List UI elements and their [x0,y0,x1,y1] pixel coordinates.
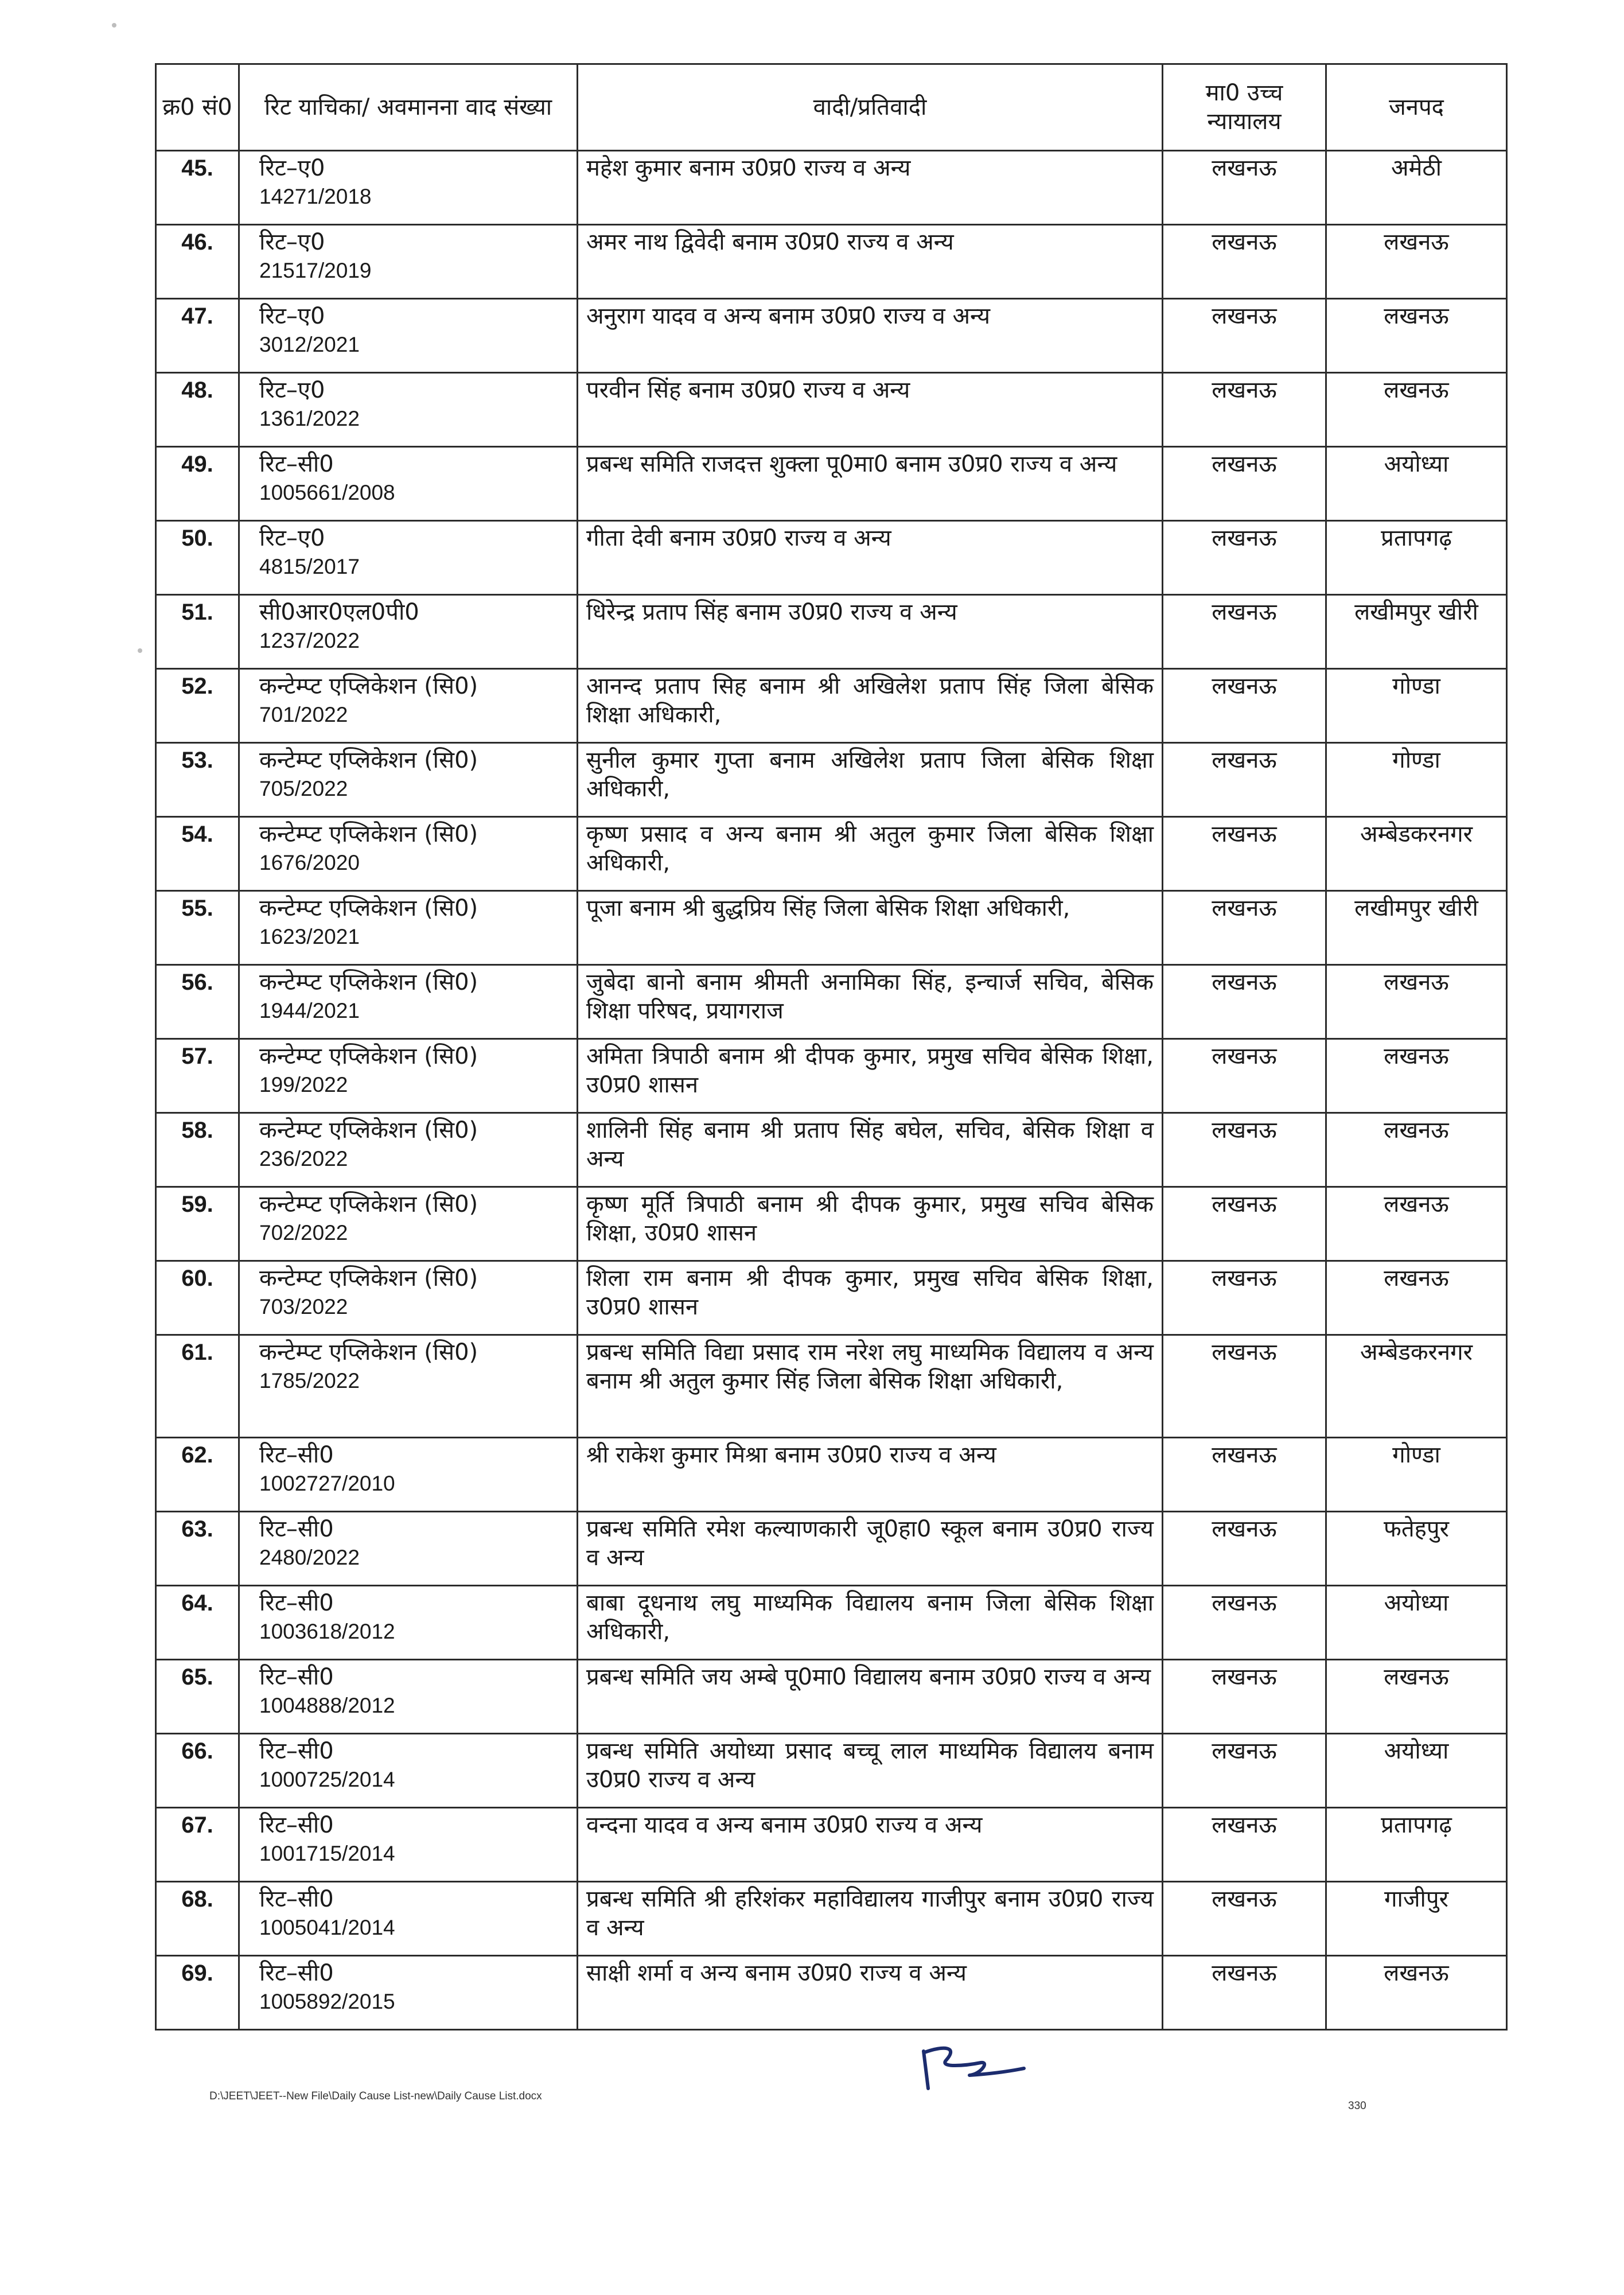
cell-serial-number: 64. [156,1586,239,1660]
cell-district: प्रतापगढ़ [1326,1808,1507,1882]
case-year-number: 1000725/2014 [259,1768,395,1791]
cell-parties: प्रबन्ध समिति विद्या प्रसाद राम नरेश लघु माध्यमिक विद्यालय व अन्य बनाम श्री अतुल कुमार सिंह जिला बेसिक शिक्षा अधिकारी, [578,1335,1163,1438]
cell-parties: अमर नाथ द्विवेदी बनाम उ0प्र0 राज्य व अन्य [578,225,1163,299]
cell-court: लखनऊ [1163,595,1326,669]
case-type: रिट–सी0 [259,1442,334,1468]
cell-serial-number: 68. [156,1882,239,1956]
case-year-number: 1005892/2015 [259,1990,395,2013]
cell-district: प्रतापगढ़ [1326,521,1507,595]
cell-parties: प्रबन्ध समिति अयोध्या प्रसाद बच्चू लाल माध्यमिक विद्यालय बनाम उ0प्र0 राज्य व अन्य [578,1734,1163,1808]
cell-parties: बाबा दूधनाथ लघु माध्यमिक विद्यालय बनाम जिला बेसिक शिक्षा अधिकारी, [578,1586,1163,1660]
cell-case-number [239,1586,578,1660]
cell-court: लखनऊ [1163,1586,1326,1660]
cell-district: लखनऊ [1326,965,1507,1039]
cell-case-number [239,1039,578,1113]
cell-court: लखनऊ [1163,965,1326,1039]
cell-district: लखनऊ [1326,1956,1507,2030]
case-type: कन्टेम्प्ट एप्लिकेशन (सि0) [259,969,478,995]
table-row [156,1660,1507,1734]
case-type: रिट–सी0 [259,1886,334,1912]
cell-case-number [239,225,578,299]
cell-parties: शालिनी सिंह बनाम श्री प्रताप सिंह बघेल, सचिव, बेसिक शिक्षा व अन्य [578,1113,1163,1187]
cell-parties: प्रबन्ध समिति राजदत्त शुक्ला पू0मा0 बनाम उ0प्र0 राज्य व अन्य [578,447,1163,521]
cell-parties: धिरेन्द्र प्रताप सिंह बनाम उ0प्र0 राज्य व अन्य [578,595,1163,669]
cell-district: लखनऊ [1326,299,1507,373]
table-row [156,743,1507,817]
case-year-number: 1785/2022 [259,1369,360,1392]
cell-serial-number: 49. [156,447,239,521]
case-type: कन्टेम्प्ट एप्लिकेशन (सि0) [259,1191,478,1217]
cell-serial-number: 58. [156,1113,239,1187]
case-type: कन्टेम्प्ट एप्लिकेशन (सि0) [259,747,478,773]
header-district: जनपद [1326,64,1507,151]
cell-district: लखीमपुर खीरी [1326,595,1507,669]
table-header-row [156,64,1507,151]
cell-district: लखनऊ [1326,1113,1507,1187]
cell-court: लखनऊ [1163,1512,1326,1586]
table-row [156,1438,1507,1512]
cell-district: अम्बेडकरनगर [1326,1335,1507,1438]
case-type: कन्टेम्प्ट एप्लिकेशन (सि0) [259,1339,478,1366]
cell-case-number [239,595,578,669]
cell-parties: जुबेदा बानो बनाम श्रीमती अनामिका सिंह, इन्चार्ज सचिव, बेसिक शिक्षा परिषद, प्रयागराज [578,965,1163,1039]
header-serial: क्र0 सं0 [156,64,239,151]
table-row [156,1335,1507,1438]
case-year-number: 4815/2017 [259,555,360,578]
cell-court: लखनऊ [1163,447,1326,521]
case-type: रिट–ए0 [259,229,325,255]
cell-case-number [239,299,578,373]
case-type: रिट–सी0 [259,1590,334,1616]
cell-case-number [239,1187,578,1261]
table-row [156,373,1507,447]
cell-case-number [239,1882,578,1956]
cell-parties: अमिता त्रिपाठी बनाम श्री दीपक कुमार, प्रमुख सचिव बेसिक शिक्षा, उ0प्र0 शासन [578,1039,1163,1113]
cell-serial-number: 67. [156,1808,239,1882]
case-year-number: 1623/2021 [259,925,360,948]
cell-case-number [239,1113,578,1187]
table-row [156,1808,1507,1882]
cell-serial-number: 65. [156,1660,239,1734]
cell-serial-number: 52. [156,669,239,743]
cell-court: लखनऊ [1163,1039,1326,1113]
cell-district: अयोध्या [1326,1734,1507,1808]
cell-serial-number: 50. [156,521,239,595]
page-number: 330 [1348,2100,1366,2112]
cell-court: लखनऊ [1163,1956,1326,2030]
cell-court: लखनऊ [1163,669,1326,743]
cell-district: लखनऊ [1326,1187,1507,1261]
cell-serial-number: 57. [156,1039,239,1113]
cell-parties: गीता देवी बनाम उ0प्र0 राज्य व अन्य [578,521,1163,595]
case-year-number: 1002727/2010 [259,1472,395,1495]
cell-case-number [239,1956,578,2030]
cell-case-number [239,373,578,447]
cell-case-number [239,1512,578,1586]
cell-court: लखनऊ [1163,1187,1326,1261]
cell-case-number [239,817,578,891]
cell-parties: कृष्ण प्रसाद व अन्य बनाम श्री अतुल कुमार जिला बेसिक शिक्षा अधिकारी, [578,817,1163,891]
case-type: रिट–सी0 [259,1812,334,1838]
case-type: रिट–सी0 [259,1516,334,1542]
table-row [156,447,1507,521]
cell-serial-number: 59. [156,1187,239,1261]
table-row [156,151,1507,225]
cell-case-number [239,1808,578,1882]
cell-district: अम्बेडकरनगर [1326,817,1507,891]
cell-court: लखनऊ [1163,1438,1326,1512]
table-row [156,817,1507,891]
cell-district: गोण्डा [1326,1438,1507,1512]
cell-parties: प्रबन्ध समिति रमेश कल्याणकारी जू0हा0 स्कूल बनाम उ0प्र0 राज्य व अन्य [578,1512,1163,1586]
cell-court: लखनऊ [1163,521,1326,595]
cell-court: लखनऊ [1163,373,1326,447]
table-row [156,891,1507,965]
cell-district: लखनऊ [1326,225,1507,299]
cell-serial-number: 55. [156,891,239,965]
cell-case-number [239,1660,578,1734]
cell-district: गोण्डा [1326,669,1507,743]
cell-parties: प्रबन्ध समिति जय अम्बे पू0मा0 विद्यालय बनाम उ0प्र0 राज्य व अन्य [578,1660,1163,1734]
cell-serial-number: 46. [156,225,239,299]
cell-parties: महेश कुमार बनाम उ0प्र0 राज्य व अन्य [578,151,1163,225]
case-year-number: 1005041/2014 [259,1916,395,1939]
cell-court: लखनऊ [1163,1261,1326,1335]
case-type: कन्टेम्प्ट एप्लिकेशन (सि0) [259,895,478,921]
case-type: रिट–ए0 [259,377,325,403]
cell-serial-number: 61. [156,1335,239,1438]
table-row [156,669,1507,743]
cell-case-number [239,1261,578,1335]
case-year-number: 14271/2018 [259,185,372,208]
cell-parties: कृष्ण मूर्ति त्रिपाठी बनाम श्री दीपक कुमार, प्रमुख सचिव बेसिक शिक्षा, उ0प्र0 शासन [578,1187,1163,1261]
cell-serial-number: 66. [156,1734,239,1808]
case-year-number: 703/2022 [259,1295,348,1318]
table-row [156,225,1507,299]
case-type: सी0आर0एल0पी0 [259,599,419,625]
cell-case-number [239,965,578,1039]
cell-serial-number: 51. [156,595,239,669]
case-year-number: 701/2022 [259,703,348,726]
cell-district: अमेठी [1326,151,1507,225]
cell-district: लखनऊ [1326,1039,1507,1113]
case-type: रिट–सी0 [259,1738,334,1764]
cell-case-number [239,447,578,521]
header-case-number: रिट याचिका/ अवमानना वाद संख्या [239,64,578,151]
cell-district: लखनऊ [1326,1660,1507,1734]
cell-parties: वन्दना यादव व अन्य बनाम उ0प्र0 राज्य व अन्य [578,1808,1163,1882]
case-type: रिट–सी0 [259,1664,334,1690]
case-type: रिट–ए0 [259,525,325,551]
cell-parties: पूजा बनाम श्री बुद्धप्रिय सिंह जिला बेसिक शिक्षा अधिकारी, [578,891,1163,965]
cell-serial-number: 53. [156,743,239,817]
cell-parties: शिला राम बनाम श्री दीपक कुमार, प्रमुख सचिव बेसिक शिक्षा, उ0प्र0 शासन [578,1261,1163,1335]
case-year-number: 702/2022 [259,1221,348,1244]
table-body [156,151,1507,2030]
cell-court: लखनऊ [1163,225,1326,299]
case-year-number: 199/2022 [259,1073,348,1096]
cell-court: लखनऊ [1163,817,1326,891]
case-year-number: 1005661/2008 [259,481,395,504]
cell-case-number [239,1335,578,1438]
cell-case-number [239,151,578,225]
case-year-number: 236/2022 [259,1147,348,1170]
case-type: रिट–सी0 [259,451,334,477]
cell-court: लखनऊ [1163,1734,1326,1808]
cell-court: लखनऊ [1163,1113,1326,1187]
cell-court: लखनऊ [1163,151,1326,225]
table-row [156,1113,1507,1187]
cell-parties: आनन्द प्रताप सिह बनाम श्री अखिलेश प्रताप सिंह जिला बेसिक शिक्षा अधिकारी, [578,669,1163,743]
case-type: कन्टेम्प्ट एप्लिकेशन (सि0) [259,1117,478,1143]
cell-case-number [239,1438,578,1512]
cell-district: गोण्डा [1326,743,1507,817]
cell-serial-number: 48. [156,373,239,447]
case-type: कन्टेम्प्ट एप्लिकेशन (सि0) [259,673,478,699]
table-row [156,1039,1507,1113]
table-row [156,1956,1507,2030]
table-row [156,1512,1507,1586]
cell-court: लखनऊ [1163,1882,1326,1956]
case-year-number: 21517/2019 [259,259,372,282]
cell-case-number [239,743,578,817]
table-row [156,1187,1507,1261]
case-type: रिट–ए0 [259,303,325,329]
table-row [156,299,1507,373]
cell-parties: सुनील कुमार गुप्ता बनाम अखिलेश प्रताप जिला बेसिक शिक्षा अधिकारी, [578,743,1163,817]
cell-parties: अनुराग यादव व अन्य बनाम उ0प्र0 राज्य व अन्य [578,299,1163,373]
cell-district: लखीमपुर खीरी [1326,891,1507,965]
case-type: कन्टेम्प्ट एप्लिकेशन (सि0) [259,1043,478,1069]
cause-list-table [155,63,1508,2031]
header-parties: वादी/प्रतिवादी [578,64,1163,151]
case-type: कन्टेम्प्ट एप्लिकेशन (सि0) [259,821,478,847]
cell-serial-number: 60. [156,1261,239,1335]
case-year-number: 1237/2022 [259,629,360,652]
cell-district: अयोध्या [1326,447,1507,521]
table-row [156,1261,1507,1335]
cell-serial-number: 45. [156,151,239,225]
case-year-number: 1361/2022 [259,407,360,430]
cell-court: लखनऊ [1163,743,1326,817]
table-row [156,1586,1507,1660]
case-year-number: 2480/2022 [259,1546,360,1569]
case-year-number: 1676/2020 [259,851,360,874]
case-year-number: 1001715/2014 [259,1842,395,1865]
cell-case-number [239,521,578,595]
cell-case-number [239,891,578,965]
cell-district: गाजीपुर [1326,1882,1507,1956]
signature-mark [912,2034,1033,2097]
cell-serial-number: 56. [156,965,239,1039]
cell-parties: साक्षी शर्मा व अन्य बनाम उ0प्र0 राज्य व अन्य [578,1956,1163,2030]
case-year-number: 1004888/2012 [259,1694,395,1717]
cell-court: लखनऊ [1163,299,1326,373]
header-court: मा0 उच्च न्यायालय [1163,64,1326,151]
cell-serial-number: 47. [156,299,239,373]
cell-case-number [239,669,578,743]
cell-serial-number: 69. [156,1956,239,2030]
cell-court: लखनऊ [1163,1808,1326,1882]
table-row [156,1882,1507,1956]
cell-court: लखनऊ [1163,1660,1326,1734]
table-row [156,965,1507,1039]
scan-speck [138,648,142,653]
table-row [156,1734,1507,1808]
cell-district: लखनऊ [1326,373,1507,447]
table-row [156,595,1507,669]
cell-district: लखनऊ [1326,1261,1507,1335]
cell-case-number [239,1734,578,1808]
case-type: रिट–ए0 [259,155,325,181]
cell-district: अयोध्या [1326,1586,1507,1660]
cell-serial-number: 62. [156,1438,239,1512]
cell-parties: श्री राकेश कुमार मिश्रा बनाम उ0प्र0 राज्य व अन्य [578,1438,1163,1512]
case-type: कन्टेम्प्ट एप्लिकेशन (सि0) [259,1265,478,1292]
cell-serial-number: 54. [156,817,239,891]
footer-file-path: D:\JEET\JEET--New File\Daily Cause List-new\Daily Cause List.docx [209,2090,542,2102]
cell-district: फतेहपुर [1326,1512,1507,1586]
cell-serial-number: 63. [156,1512,239,1586]
cell-parties: प्रबन्ध समिति श्री हरिशंकर महाविद्यालय गाजीपुर बनाम उ0प्र0 राज्य व अन्य [578,1882,1163,1956]
case-year-number: 1944/2021 [259,999,360,1022]
cell-court: लखनऊ [1163,1335,1326,1438]
scan-speck [112,23,116,28]
table-row [156,521,1507,595]
case-type: रिट–सी0 [259,1960,334,1986]
cell-court: लखनऊ [1163,891,1326,965]
cell-parties: परवीन सिंह बनाम उ0प्र0 राज्य व अन्य [578,373,1163,447]
case-year-number: 705/2022 [259,777,348,800]
case-year-number: 3012/2021 [259,333,360,356]
case-year-number: 1003618/2012 [259,1620,395,1643]
